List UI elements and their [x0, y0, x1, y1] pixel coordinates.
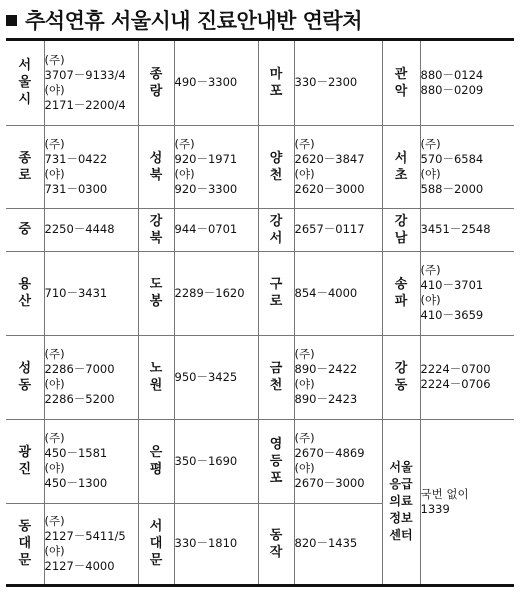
district-cell: 성북 [138, 125, 174, 208]
table-row [6, 251, 514, 335]
phone-cell: (주) 731－0422 (야) 731－0300 [44, 125, 138, 208]
phone-cell: (주) 2127－5411/5 (야) 2127－4000 [44, 503, 138, 584]
phone-cell: 710－3431 [44, 251, 138, 335]
district-cell: 관악 [382, 41, 420, 125]
phone-cell: 330－2300 [294, 41, 382, 125]
table-row [6, 419, 514, 503]
contact-table [6, 41, 514, 585]
page-title [6, 6, 514, 36]
phone-cell: 820－1435 [294, 503, 382, 584]
table-row [6, 41, 514, 125]
phone-cell: (주) 2286－7000 (야) 2286－5200 [44, 335, 138, 419]
district-cell: 노원 [138, 335, 174, 419]
phone-cell: 2289－1620 [174, 251, 258, 335]
district-cell: 성동 [6, 335, 44, 419]
district-cell: 동작 [258, 503, 294, 584]
district-cell: 마포 [258, 41, 294, 125]
phone-cell: (주) 920－1971 (야) 920－3300 [174, 125, 258, 208]
phone-cell: 490－3300 [174, 41, 258, 125]
district-cell: 강동 [382, 335, 420, 419]
phone-cell: 944－0701 [174, 208, 258, 251]
district-cell: 동대문 [18, 519, 32, 569]
bottom-rule [6, 584, 514, 587]
district-cell: 송파 [382, 251, 420, 335]
emergency-center-phone-cell: 국번 없이 1339 [420, 419, 514, 584]
phone-cell: 2250－4448 [44, 208, 138, 251]
title-text: 추석연휴 서울시내 진료안내반 연락처 [25, 9, 363, 33]
phone-cell: (주) 450－1581 (야) 450－1300 [44, 419, 138, 503]
phone-cell: 880－0124 880－0209 [420, 41, 514, 125]
district-cell: 용산 [6, 251, 44, 335]
district-cell: 영등포 [258, 419, 294, 503]
phone-cell: (주) 570－6584 (야) 588－2000 [420, 125, 514, 208]
district-cell: 종로 [6, 125, 44, 208]
phone-cell: 330－1810 [174, 503, 258, 584]
district-cell: 서초 [382, 125, 420, 208]
phone-cell: (주) 2620－3847 (야) 2620－3000 [294, 125, 382, 208]
district-cell: 중 [6, 208, 44, 251]
district-cell: 은평 [138, 419, 174, 503]
district-cell: 강북 [138, 208, 174, 251]
square-bullet-icon [6, 15, 17, 26]
district-cell: 서대문 [138, 503, 174, 584]
phone-cell: (주) 890－2422 (야) 890－2423 [294, 335, 382, 419]
district-cell: 서울시 [6, 41, 44, 125]
phone-cell: (주) 2670－4869 (야) 2670－3000 [294, 419, 382, 503]
district-cell: 강서 [258, 208, 294, 251]
table-row [6, 125, 514, 208]
district-cell: 강남 [382, 208, 420, 251]
phone-cell: 350－1690 [174, 419, 258, 503]
district-cell: 광진 [6, 419, 44, 503]
district-cell: 구로 [258, 251, 294, 335]
table-row [6, 208, 514, 251]
phone-cell: 950－3425 [174, 335, 258, 419]
phone-cell: (주) 3707－9133/4 (야) 2171－2200/4 [44, 41, 138, 125]
district-cell: 도봉 [138, 251, 174, 335]
phone-cell: 2224－0700 2224－0706 [420, 335, 514, 419]
phone-cell: 2657－0117 [294, 208, 382, 251]
phone-cell: (주) 410－3701 (야) 410－3659 [420, 251, 514, 335]
emergency-center-name-cell: 서울 응급 의료 정보 센터 [382, 419, 420, 584]
table-row [6, 335, 514, 419]
phone-cell: 854－4000 [294, 251, 382, 335]
district-cell: 종랑 [138, 41, 174, 125]
district-cell: 금천 [258, 335, 294, 419]
district-cell: 양천 [258, 125, 294, 208]
phone-cell: 3451－2548 [420, 208, 514, 251]
